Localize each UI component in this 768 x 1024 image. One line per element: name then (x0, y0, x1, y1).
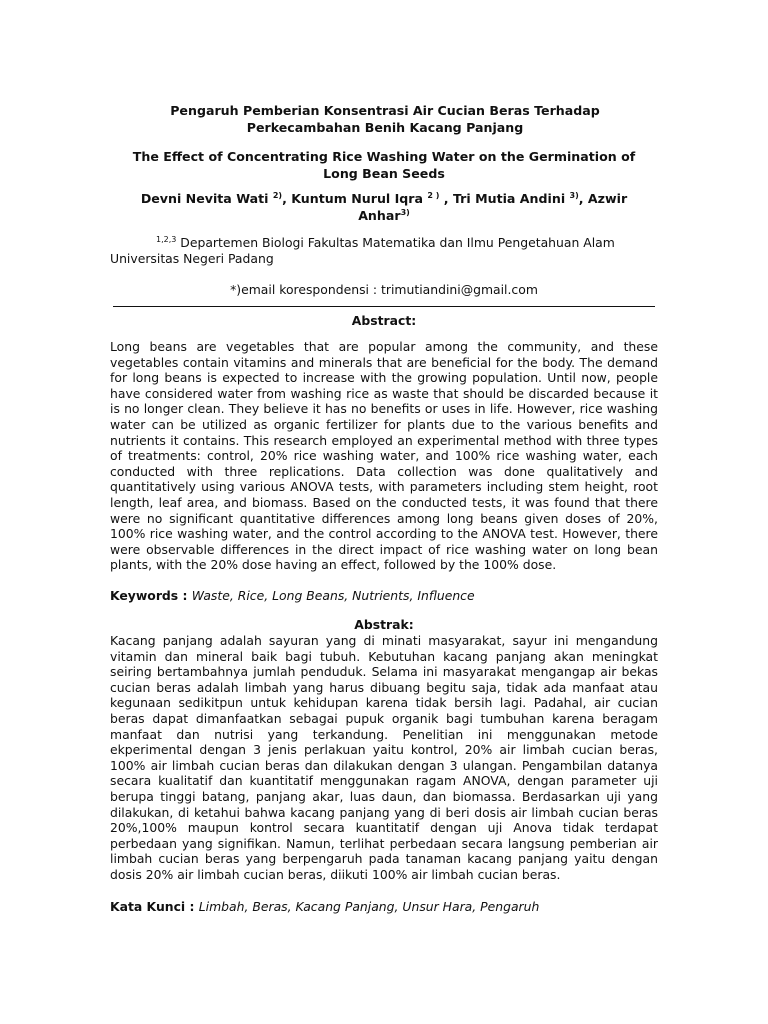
author-4-affil: 3) (400, 207, 410, 217)
keywords-value: Waste, Rice, Long Beans, Nutrients, Influence (191, 588, 475, 603)
affiliation (110, 235, 658, 267)
separator-rule (113, 306, 655, 307)
abstrak-indonesian-body: Kacang panjang adalah sayuran yang di minati masyarakat, sayur ini mengandung vitamin dan mineral baik bagi tubuh. Kebutuhan kacang panjang akan meningkat seiring bertambahnya jumlah penduduk. Selama ini masyarakat mengangap air bekas cucian beras adalah limbah yang harus dibuang begitu saja, tidak ada manfaat atau kegunaan sedikitpun untuk kehidupan karena tidak bersih lagi. Padahal, air cucian beras dapat dimanfaatkan sebagai pupuk organik bagi tumbuhan karena beragam manfaat dan nutrisi yang terkandung. Penelitian ini menggunakan metode ekperimental dengan 3 jenis perlakuan yaitu kontrol, 20% air limbah cucian beras, 100% air limbah cucian beras dan dilakukan dengan 3 ulangan. Pengambilan datanya secara kualitatif dan kuantitatif menggunakan ragam ANOVA, dengan parameter uji berupa tinggi batang, panjang akar, luas daun, dan biomassa. Berdasarkan uji yang dilakukan, di ketahui bahwa kacang panjang yang di beri dosis air limbah cucian beras 20%,100% maupun kontrol secara kuantitatif dengan uji Anova tidak terdapat perbedaan yang signifikan. Namun, terlihat perbedaan secara langsung pemberian air limbah cucian beras yang berpengaruh pada tanaman kacang panjang yaitu dengan dosis 20% air limbah cucian beras, diikuti 100% air limbah cucian beras. (110, 633, 658, 882)
author-4-part-2: Anhar (358, 208, 401, 223)
kata-kunci-line (110, 899, 658, 914)
correspondence-email: *)email korespondensi : trimutiandini@gmail.com (230, 282, 538, 297)
kata-kunci-label: Kata Kunci : (110, 899, 199, 914)
keywords-label: Keywords : (110, 588, 192, 603)
title-en-line-1: The Effect of Concentrating Rice Washing Water on the Germination of (132, 149, 636, 164)
author-2-affil: 2 ) (427, 190, 440, 200)
title-id-line-2: Perkecambahan Benih Kacang Panjang (246, 120, 524, 135)
affiliation-marker: 1,2,3 (156, 234, 177, 244)
paper-title-english (112, 148, 656, 182)
keywords-line (110, 588, 658, 603)
abstrak-heading: Abstrak: (354, 617, 414, 632)
abstract-english-body: Long beans are vegetables that are popular among the community, and these vegetables contain vitamins and minerals that are beneficial for the body. The demand for long beans is expected to increase with the growing population. Until now, people have considered water from washing rice as waste that should be discarded because it is no longer clean. They believe it has no benefits or uses in life. However, rice washing water can be utilized as organic fertilizer for plants due to the various benefits and nutrients it contains. This research employed an experimental method with three types of treatments: control, 20% rice washing water, and 100% rice washing water, each conducted with three replications. Data collection was done qualitatively and quantitatively using various ANOVA tests, with parameters including stem height, root length, leaf area, and biomass. Based on the conducted tests, it was found that there were no significant quantitative differences among long beans given doses of 20%, 100% rice washing water, and the control according to the ANOVA test. However, there were observable differences in the direct impact of rice washing water on long bean plants, with the 20% dose having an effect, followed by the 100% dose. (110, 339, 658, 573)
title-en-line-2: Long Bean Seeds (323, 166, 445, 181)
abstract-heading: Abstract: (351, 313, 417, 328)
author-3: , Tri Mutia Andini (439, 191, 570, 206)
author-1-affil: 2) (272, 190, 283, 200)
author-3-affil: 3) (569, 190, 579, 200)
author-2: , Kuntum Nurul Iqra (282, 191, 428, 206)
author-4-part-1: , Azwir (578, 191, 628, 206)
affiliation-line-1: Departemen Biologi Fakultas Matematika dan Ilmu Pengetahuan Alam (176, 235, 615, 250)
kata-kunci-value: Limbah, Beras, Kacang Panjang, Unsur Hara, Pengaruh (198, 899, 540, 914)
author-1: Devni Nevita Wati (140, 191, 273, 206)
author-list (112, 190, 656, 224)
paper-title-indonesian (120, 102, 650, 136)
affiliation-line-2: Universitas Negeri Padang (110, 251, 274, 266)
title-id-line-1: Pengaruh Pemberian Konsentrasi Air Cucian Beras Terhadap (170, 103, 600, 118)
